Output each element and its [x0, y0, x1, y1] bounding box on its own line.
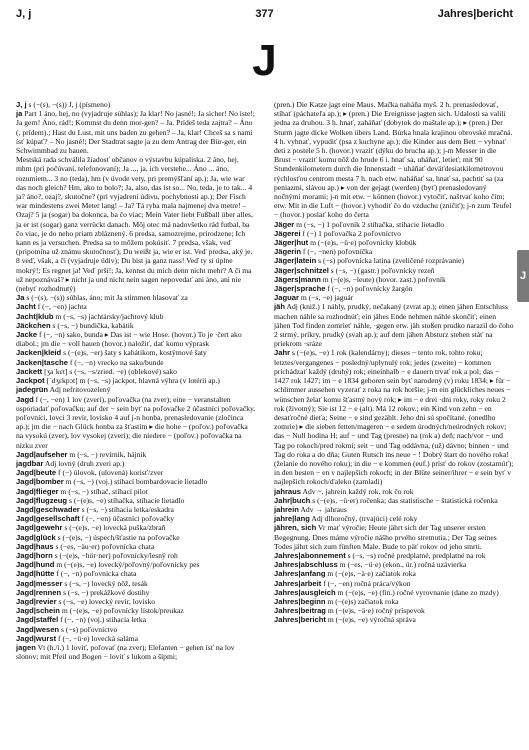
page-header — [16, 8, 513, 24]
entry-headword: jagen — [16, 642, 36, 652]
entry-headword: Jagd|wesen — [16, 624, 60, 634]
entry-definition: s (−s, −) lovecký nôž, tesák — [64, 578, 148, 588]
right-column — [274, 100, 514, 625]
entry-headword: jahraus — [274, 486, 302, 496]
dictionary-entry — [274, 284, 514, 293]
entry-definition: f (−, −ü·e) lovecká saláma — [58, 633, 139, 643]
dictionary-entry — [16, 302, 256, 311]
entry-definition: m (−s, −e) jaguár — [300, 293, 354, 303]
entry-headword: Jägerin — [274, 247, 302, 257]
entry-headword: Jagd|haus — [16, 541, 54, 551]
entry-headword: Jägerei — [274, 228, 301, 238]
entry-definition: Vr mať výročie; Heute jährt sich der Tag unserer ersten Begegnung. Dnes máme výročie nášho prvého stretnutia.; Der Tag seines Todes jährt sich zum fünften Male. Bude to päť rokov od jeho smrti. — [274, 523, 497, 551]
entry-definition: m (−(e)s, −leute) (hovor. zast.) poľovník — [322, 274, 446, 284]
entry-definition: m (−s, −) stíhač, stíhací pilot — [60, 486, 148, 496]
page-number: 377 — [255, 8, 274, 20]
entry-headword: Jagd|beute — [16, 468, 57, 478]
entry-definition: Part 1 áno, hej, no (vyjadruje súhlas); Ja klar! No jasné!; Ja sicher! No iste!; Ja gern! Áno, rád!; Kommst du denn mor-gen? – Ja. Prídeš teda zajtra? – Áno (, prídem).; Hast du Lust, mit uns baden zu gehen? – Ja, klar! Chceš sa s nami ísť kúpať? – No jasné!; Der Stadtrat sagte ja zu dem Antrag der Bür-ger, ein Schwimmbad zu bauen. — [16, 109, 255, 156]
entry-definition: s (−(e)s, −e) lovecká puška/zbraň — [64, 523, 166, 533]
entry-headword: Jagd|flieger — [16, 486, 59, 496]
dictionary-entry — [274, 588, 514, 597]
entry-headword: jahrein — [274, 504, 299, 514]
header-right-guideword: Jahres|bericht — [437, 8, 513, 20]
entry-definition: f (−, −n) sako, bunda ▸ Das ist − wie Hose. (hovor.) To je ·čert ako diabol.; jm die − voll hauen (hovor.) naložiť, dať komu výprask — [16, 330, 242, 349]
entry-headword: Jacht — [16, 302, 36, 312]
dictionary-entry — [16, 468, 256, 477]
entry-definition: Adv → jahraus — [300, 504, 347, 514]
dictionary-entry — [274, 266, 514, 275]
entry-definition: Adj (kniž.) 1 náhly, prudký, nečakaný (zvrat ap.); einen jähen Entschluss machen náhle sa rozhodnúť; ein jähes Ende nehmen náhle skončiť; einen jähen Tod finden zomrieť náhle, ·gegen etw. jäh stoßen prudko narazil do čoho 2 strmý, príkry, prudký (svah ap.); auf dem jähen Absturz stehen stáť na priekrom ·sráze — [274, 302, 514, 349]
dictionary-entry — [16, 376, 256, 385]
entry-definition: s (−(e)s, −e) stíhačka, stíhacie lietadlo — [68, 495, 185, 505]
dictionary-entry — [16, 487, 256, 496]
entry-definition: Adj nefritovozelený — [49, 385, 111, 395]
dictionary-entry — [16, 579, 256, 588]
entry-definition: m (−(e)s, −e) (fin.) ročné vyrovnanie (dane zo mzdy) — [337, 587, 499, 597]
entry-headword: Jagd|gewehr — [16, 523, 63, 533]
dictionary-entry — [274, 275, 514, 284]
entry-definition: s (−(e)s, −er) šaty s kabátikom, kostýmové šaty — [63, 348, 207, 358]
dictionary-entry — [16, 542, 256, 551]
entry-definition: s (−(e)s, −ü·er) ročenka; das statistische − štatistická ročenka — [312, 495, 498, 505]
entry-headword: Jacht|klub — [16, 311, 54, 321]
entry-headword: Jahres|anfang — [274, 569, 326, 579]
dictionary-entry — [16, 533, 256, 542]
dictionary-entry — [16, 312, 256, 321]
entry-headword: jagdbar — [16, 458, 44, 468]
entry-headword: Jagd|geschwader — [16, 504, 80, 514]
dictionary-entry — [16, 321, 256, 330]
entry-headword: Jahres|beginn — [274, 596, 326, 606]
entry-definition: f (−, −n) poľovnícka chata — [56, 569, 137, 579]
entry-headword: Jäger — [274, 219, 295, 229]
dictionary-entry — [274, 523, 514, 551]
entry-headword: Jäger|hut — [274, 238, 309, 248]
entry-definition: Adj dlhoročný, (trvajúci) celé roky — [311, 514, 418, 524]
entry-definition: s (−(s), −(s)) J, j (písmeno) — [28, 100, 111, 109]
entry-definition: m (−es, −ü·e) (ekon., úr.) ročná uzávierka — [339, 560, 467, 570]
dictionary-entry — [16, 330, 256, 348]
entry-definition: m (−(e)s, −e) poľovnícky lístok/preukaz — [61, 606, 184, 616]
dictionary-entry — [16, 450, 256, 459]
entry-headword: Jagd|staffel — [16, 615, 59, 625]
entry-headword: Jahres|beitrag — [274, 606, 326, 616]
dictionary-entry — [16, 514, 256, 523]
entry-headword: Jacke — [16, 330, 38, 340]
dictionary-entry — [274, 615, 514, 624]
entry-definition: s (−s, −) (gastr.) poľovnícky rezeň — [330, 265, 435, 275]
dictionary-entry — [274, 302, 514, 348]
entry-definition: Vt (h./i.) 1 loviť, poľovať (na zver); Elefanten − gehen ísť na lov slonov; mit Pfeil und Bogen − loviť s lukom a šípmi; — [16, 642, 235, 662]
entry-headword: Jagd|rennen — [16, 587, 62, 597]
dictionary-entry — [274, 514, 514, 523]
dictionary-entry — [16, 560, 256, 569]
dictionary-entry — [16, 293, 256, 302]
dictionary-entry — [16, 569, 256, 578]
dictionary-entry — [274, 229, 514, 238]
entry-headword: Jahres|bericht — [274, 615, 326, 625]
entry-definition: m (−(e)s, −e) lovecký/poľovný/poľovnícky pes — [56, 560, 200, 570]
dictionary-entry — [274, 238, 514, 247]
entry-definition: m (−s, −) 1 poľovník 2 stíhačka, stíhacie lietadlo — [296, 219, 445, 229]
header-left-label: J, j — [16, 8, 32, 20]
dictionary-entry — [274, 487, 514, 496]
entry-definition: s (−s, −) bundička, kabátik — [52, 320, 134, 330]
entry-headword: ja — [16, 109, 23, 119]
entry-definition: s (−es, −äu·er) poľovnícka chata — [55, 541, 155, 551]
entry-definition: s (−s, −s) ročné predplatné, predplatné na rok — [347, 550, 486, 560]
entry-definition: f (−, −n) (voj.) stíhacia letka — [60, 615, 147, 625]
dictionary-entry — [274, 606, 514, 615]
dictionary-entry — [16, 625, 256, 634]
entry-definition: m (−(e)s) začiatok roka — [327, 596, 399, 606]
entry-headword: Jahres|abschluss — [274, 560, 338, 570]
entry-definition: m (−(e)s, −ä·e) začiatok roka — [327, 569, 416, 579]
entry-headword: Jäger|latein — [274, 256, 317, 266]
dictionary-entry — [16, 385, 256, 394]
entry-headword: Jackett — [16, 366, 43, 376]
entry-definition: m (−(e)s, −ü·e) poľovnícky klobúk — [310, 238, 417, 248]
entry-definition: s (−(s), −(s)) súhlas, áno; mit Ja stimmen hlasovať za — [26, 293, 188, 303]
dictionary-entry — [16, 615, 256, 624]
dictionary-entry — [274, 100, 514, 220]
dictionary-entry — [16, 358, 256, 367]
entry-headword: Jackpot — [16, 376, 45, 386]
entry-headword: Jagd|horn — [16, 550, 53, 560]
entry-definition: f (−, −en) účastníci poľovačky — [81, 514, 175, 524]
entry-headword: Jahres|arbeit — [274, 578, 322, 588]
entry-definition: f (−, −en) ročná práca/výkon — [323, 578, 411, 588]
dictionary-entry — [16, 155, 256, 293]
entry-definition: s (−s, −e) lovecký revír, lovisko — [58, 596, 156, 606]
entry-definition: s (−s) poľovnícka latina (zveličené rozprávanie) — [318, 256, 465, 266]
entry-definition: (pren.) Die Katze jagt eine Maus. Mačka naháňa myš. 2 h. prenasledovať, stíhať (páchateľa ap.); ▸ (pren.) Die Ereignisse jagten sich. Udalosti sa valili jedna za druhou. 3 h. hnať, zaháňať (dobytok do maštale ap.); ▸ (pren.) Der Sturm jagte dicke Wolken übers Land. Búrka hnala krajinou obrovské mračná. 4 h. vyhnať, vypudiť (psa z kuchyne ap.); die Kinder aus dem Bett − vyhnať deti z postele 5 h. (hovor.) vraziť (dýku do brucha ap.); j-m Messer in die Brust − vraziť komu nôž do hrude 6 i. hnať sa, uháňať, letieť; mit 90 Stundenkilometern durch die Innenstadt − uháňať deväťdesiatkilometrovou rýchlosťou centrom mesta 7 h. nach etw. naháňať sa, hnať sa, pachtiť sa (za peniazmi, slávou ap.) ▸ von der gejagt (werden) (byť) prenasledovaný nočnými morami; j-n mit etw. − können (hovor.) vytočiť, naštvať koho čím; etw. Mit in die Luft − (hovor.) vyhodiť čo do vzduchu (zničiť); j-n zum Teufel − (hovor.) poslať koho do čerta — [274, 100, 513, 220]
dictionary-entry — [16, 551, 256, 560]
dictionary-entry — [16, 634, 256, 643]
entry-headword: Jagd|messer — [16, 578, 63, 588]
entry-headword: Jagd|hütte — [16, 569, 55, 579]
dictionary-entry — [274, 569, 514, 578]
entry-headword: Jahr|buch — [274, 495, 311, 505]
dictionary-entry — [16, 100, 256, 109]
dictionary-entry — [16, 109, 256, 155]
entry-definition: f (−) úlovok, (ulovená) korisť/zver — [58, 468, 164, 478]
dictionary-entry — [16, 477, 256, 486]
entry-definition: m (−s, −) (voj.) stíhací bombardovacie lietadlo — [65, 477, 208, 487]
entry-definition: f (−, −n) poľovnícky žargón — [327, 284, 413, 294]
thumb-index-tab[interactable]: J — [517, 250, 529, 302]
dictionary-entry — [274, 496, 514, 505]
entry-headword: Jagd|gesellschaft — [16, 514, 80, 524]
dictionary-entry — [274, 551, 514, 560]
entry-definition: Adj lovný (druh zveri ap.) — [44, 458, 125, 468]
entry-headword: Jahres|ausgleich — [274, 587, 336, 597]
entry-headword: Jacken|kleid — [16, 348, 62, 358]
dictionary-entry — [274, 505, 514, 514]
entry-definition: s (−s, −) prekážkové dostihy — [63, 587, 150, 597]
entry-definition: s (−s) poľovníctvo — [60, 624, 118, 634]
entry-headword: Jagd|revier — [16, 596, 57, 606]
entry-headword: Jäger|sprache — [274, 284, 326, 294]
entry-definition: f (−, −en) jachta — [37, 302, 87, 312]
dictionary-entry — [16, 505, 256, 514]
entry-headword: Jagd|flugzeug — [16, 495, 68, 505]
dictionary-entry — [16, 367, 256, 376]
dictionary-entry — [16, 523, 256, 532]
entry-headword: Jäger|schnitzel — [274, 265, 329, 275]
entry-headword: Jagd|bomber — [16, 477, 64, 487]
dictionary-entry — [274, 579, 514, 588]
entry-definition: s (−s, −) stíhacia letka/eskadra — [81, 504, 174, 514]
entry-definition: [ˈdʒɛkpɔt] m (−s, −s) jackpot, hlavná výhra (v lotérii ap.) — [46, 376, 220, 386]
entry-headword: Jäckchen — [16, 320, 51, 330]
entry-headword: Jagd|glück — [16, 532, 56, 542]
entry-headword: Jägers|mann — [274, 274, 321, 284]
section-letter: J — [252, 36, 277, 85]
entry-headword: Jahres|abonnement — [274, 550, 346, 560]
entry-definition: s (−(e)s, −e) 1 rok (kalendárny); dieses − tento rok, tohto roku; letztes/vergangenes − posledný/uplynulý rok; jedes (zweite) − kommen prichádzať každý (druhý) rok; eineinhalb − e dauern trvať rok a pol; das − 1427 rok 1427; im − e 1834 geboren sein byť narodený (v) roku 1834; ▸ für − schlimmer aussehen vyzerať z roka na rok horšie; j-m ein glückliches neues − wünschen želať komu šťastný nový rok; ▸ im − e drei ·dni roky, roky roku 2 rok (životný); Sie ist 12 − e (alt). Má 12 rokov.; ein Kind von zehn − en desaťročné dieťa; Seine − e sind gezählt. Jeho dni sú spočítané. (onedlho zomrie) ▸ die sieben fetten/mageren − e sedem úrodných/neúrodných rokov; das − Null hodina H; auf − und Tag (presne) na (rok a) deň; nach/vor − und Tag po rokoch/pred rokmi; seit − und Tag oddávna, (už) dávno; binnen − und Tag do roka a do dňa; Guten Rutsch ins neue − ! Dobrý štart do nového roka! (želanie do nového roku); in die − e kommen (euf.) prísť do rokov (zostarnúť); in den besten − en v najlepších rokoch; in der Blüte seiner/ihrer − e sein byť v najlepších rokoch/ďaleko (zamladi) — [274, 348, 514, 487]
dictionary-entry — [16, 348, 256, 357]
entry-headword: Jagd|hund — [16, 560, 55, 570]
entry-definition: m (−(e)s, −ä·e) ročný príspevok — [327, 606, 425, 616]
entry-headword: Jaguar — [274, 293, 299, 303]
dictionary-entry — [16, 597, 256, 606]
entry-definition: Mestská rada schválila žiadosť občanov o výstavbu kúpaliska. 2 áno, hej, mhm (pri počúvaní, telefonovaní); Ja ..., ja, ich verstehe... Áno ... áno, rozumiem... 3 no (teda), hm (v úvode vety, pri premýšľaní ap.); Ja, wie war das noch gleich? Hm, ako to bolo?; Ja, also, das ist so... No, teda, je to tak... 4 ja? áno?, ozaj?, skutočne? (pri vyjadrení údivu, pochybnosti ap.); Der Fisch war mindestens zwei Meter lang! – Ja? Tá ryba mala najmenej dva metre! – Ozaj? 5 ja (sogar) ba dokonca, ba čo viac; Mein Vater liebt Fußball über alles, ja er ist (sogar) ganz verrückt danach. Môj otec má nadovšetko rád futbal, ba čo viac, je do neho priam zbláznený. 6 predsa, samozrejme, prirodzene; Ich kann es ja versuchen. Predsa sa to môžem pokúsiť. 7 predsa, však, veď (pripomína už známu skutočnosť); Du weißt ja, wie er ist. Veď predsa, aký je. 8 veď, však, a či (vyjadruje údiv); Du bist ja ganz nass! Veď ty si úplne mokrý!; Es regnet ja! Veď prší!; Ja, kennst du mich denn nicht mehr? A či ma už nepoznávaš? ▸ nicht ja und nicht nein sagen nepovedať ani áno, ani nie (nebyť rozhodnutý) — [16, 155, 253, 294]
dictionary-entry — [274, 247, 514, 256]
entry-definition: m (−(e)s, −e) výročná správa — [327, 615, 416, 625]
entry-definition: f (−, −n) vrecko na saku/bunde — [69, 357, 164, 367]
entry-headword: Ja — [16, 293, 25, 303]
entry-headword: jadegrün — [16, 385, 49, 395]
dictionary-entry — [274, 293, 514, 302]
entry-definition: s (−(e)s, −hör·ner) poľovnícky/lesný roh — [54, 550, 178, 560]
entry-definition: f (−) 1 poľovačka 2 poľovníctvo — [302, 228, 401, 238]
entry-headword: Jahr — [274, 348, 291, 358]
entry-definition: f (−, −nen) poľovníčka — [302, 247, 373, 257]
entry-definition: [ʒaˈkɛt] s (−s, −s/zried. −e) (oblekové) sako — [44, 366, 177, 376]
entry-headword: Jagd — [16, 394, 34, 404]
left-column — [16, 100, 256, 661]
entry-headword: jahre|lang — [274, 514, 310, 524]
dictionary-entry — [274, 220, 514, 229]
entry-definition: m (−s, −) revírnik, hájnik — [69, 449, 147, 459]
entry-headword: Jagd|wurst — [16, 633, 57, 643]
entry-headword: Jagd|aufseher — [16, 449, 68, 459]
dictionary-entry — [16, 459, 256, 468]
entry-headword: jähren, sich — [274, 523, 317, 533]
entry-headword: J, j — [16, 100, 27, 109]
entry-definition: s (−(e)s, −) úspech/šťastie na poľovačke — [57, 532, 180, 542]
dictionary-entry — [274, 348, 514, 486]
dictionary-entry — [16, 588, 256, 597]
dictionary-entry — [274, 560, 514, 569]
dictionary-entry — [274, 597, 514, 606]
dictionary-entry — [16, 496, 256, 505]
dictionary-entry — [274, 256, 514, 265]
entry-headword: jäh — [274, 302, 285, 312]
entry-definition: m (−s, −s) jachtársky/jachtový klub — [55, 311, 164, 321]
entry-headword: Jacken|tasche — [16, 357, 68, 367]
dictionary-entry — [16, 606, 256, 615]
dictionary-entry — [16, 395, 256, 450]
dictionary-entry — [16, 643, 256, 661]
entry-headword: Jagd|schein — [16, 606, 60, 616]
entry-definition: Adv ~, jahrein každý rok, rok čo rok — [302, 486, 414, 496]
entry-definition: f (−, −en) 1 lov (zveri), poľovačka (na zver); eine − veranstalten usporiadať poľovačku; auf der − sein byť na poľovačke 2 účastníci poľovačky, poľovníci, lovci 3 revír, lovisko 4 auf j-n honba, prenasledovanie (zločinca ap.); jm die − nach Glück honba za šťastím ▸ die hohe − (poľov.) poľovačka na vysokú (zver), lov vysokej (zveri); die niedere − (poľov.) poľovačka na nízku zver — [16, 394, 256, 450]
